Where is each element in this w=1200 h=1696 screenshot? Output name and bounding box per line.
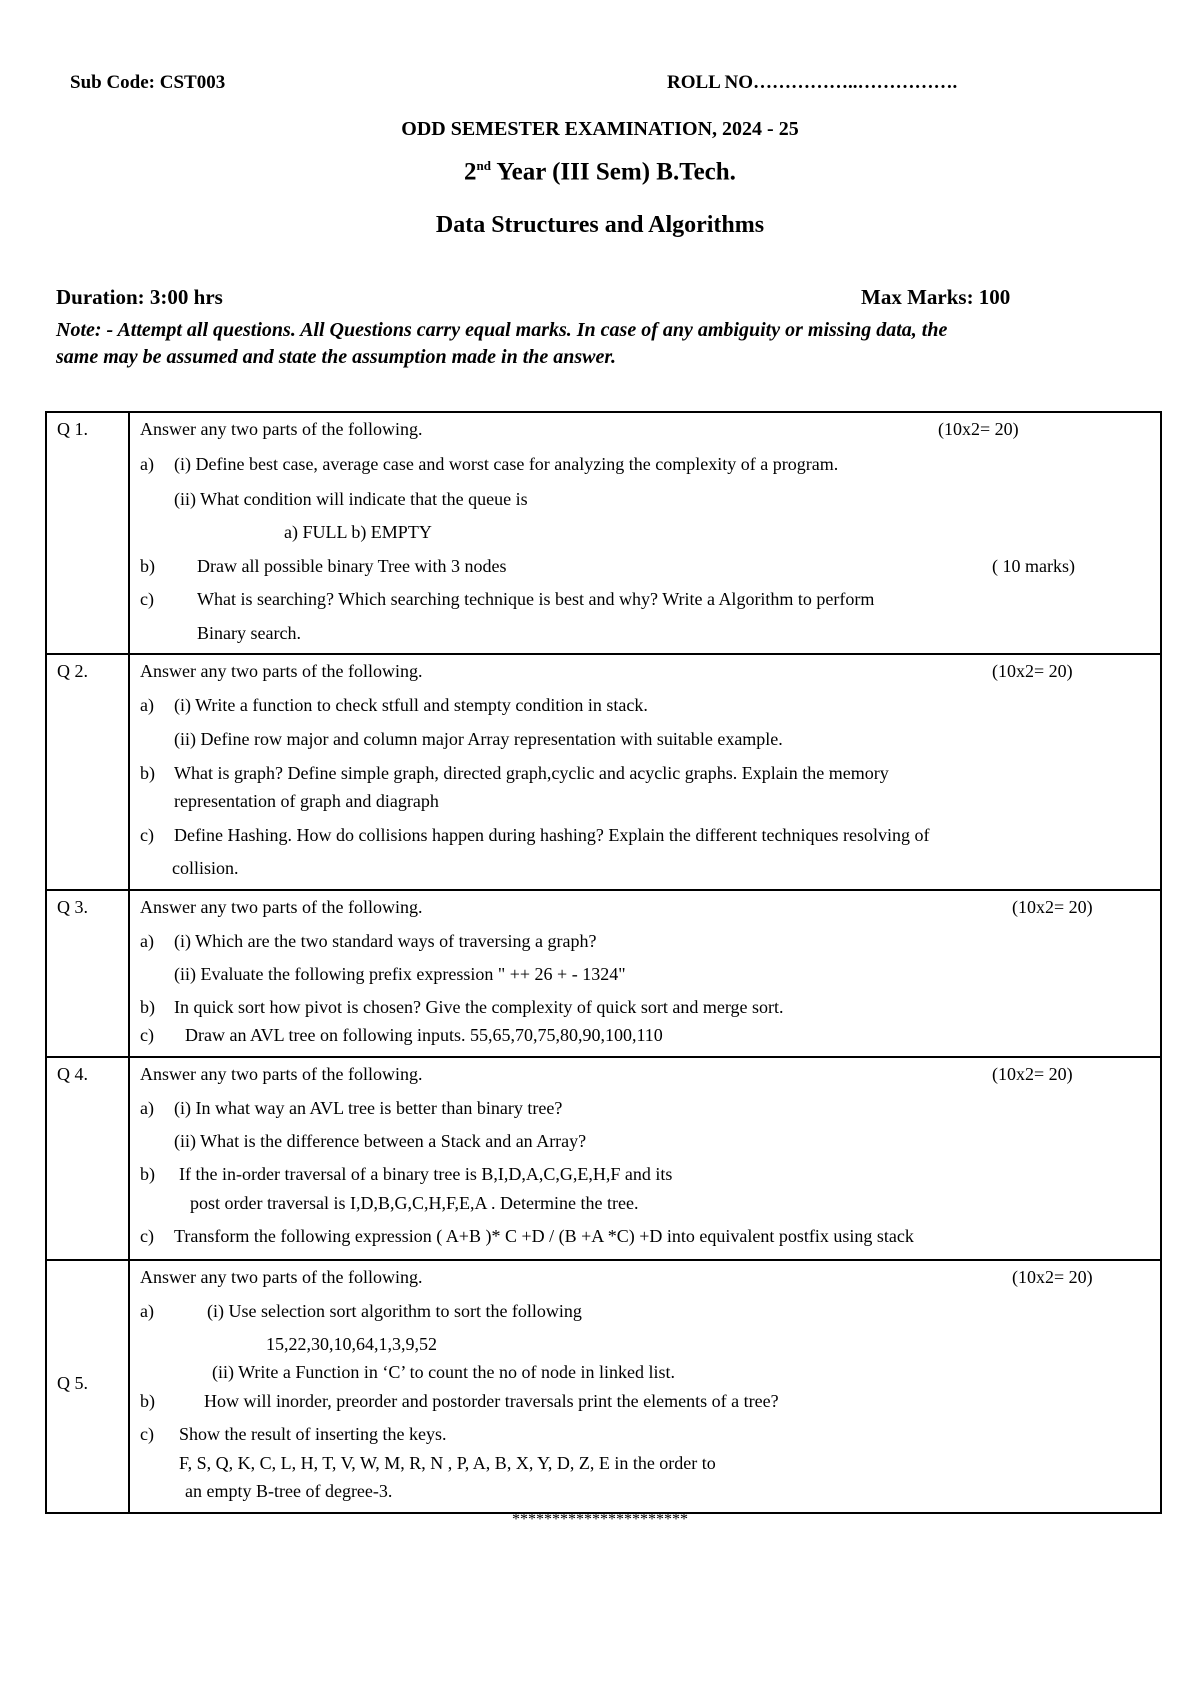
part-label-b: b) [140,763,155,783]
part-a-ii: (ii) What condition will indicate that the queue is [174,489,528,509]
part-label-c: c) [140,589,154,609]
part-label-a: a) [140,1098,154,1118]
part-a-i-numbers: 15,22,30,10,64,1,3,9,52 [266,1334,437,1354]
part-label-a: a) [140,931,154,951]
part-c-line-2: collision. [172,858,239,878]
question-row-5 [47,1261,1160,1512]
question-number: Q 1. [57,419,88,439]
part-c-line-2: F, S, Q, K, C, L, H, T, V, W, M, R, N , P, A, B, X, Y, D, Z, E in the order to [179,1453,716,1473]
subject-title: Data Structures and Algorithms [435,212,765,238]
question-intro: Answer any two parts of the following. [140,661,423,681]
question-row-3 [47,891,1160,1058]
question-marks: (10x2= 20) [992,661,1073,681]
part-b-line-2: representation of graph and diagraph [174,791,439,811]
part-c-line-1: Define Hashing. How do collisions happen during hashing? Explain the different techniques resolving of [174,825,930,845]
part-a-i: (i) Write a function to check stfull and stempty condition in stack. [174,695,648,715]
part-label-a: a) [140,454,154,474]
part-a-ii-options: a) FULL b) EMPTY [284,522,432,542]
part-c-line-1: What is searching? Which searching technique is best and why? Write a Algorithm to perform [197,589,875,609]
question-intro: Answer any two parts of the following. [140,1064,423,1084]
part-b-line-1: If the in-order traversal of a binary tree is B,I,D,A,C,G,E,H,F and its [179,1164,673,1184]
part-b-text: How will inorder, preorder and postorder traversals print the elements of a tree? [204,1391,779,1411]
question-number: Q 5. [57,1373,88,1393]
part-c-line-1: Show the result of inserting the keys. [179,1424,447,1444]
question-intro: Answer any two parts of the following. [140,897,423,917]
note-line-2: same may be assumed and state the assumption made in the answer. [56,346,617,368]
part-label-c: c) [140,1424,154,1444]
part-a-i: (i) Use selection sort algorithm to sort the following [207,1301,582,1321]
question-number: Q 2. [57,661,88,681]
question-intro: Answer any two parts of the following. [140,419,423,439]
part-label-a: a) [140,1301,154,1321]
question-marks: (10x2= 20) [1012,1267,1093,1287]
part-label-c: c) [140,1226,154,1246]
roll-no: ROLL NO……………..……………. [667,72,958,93]
part-b-line-2: post order traversal is I,D,B,G,C,H,F,E,A . Determine the tree. [190,1193,639,1213]
part-a-ii: (ii) What is the difference between a Stack and an Array? [174,1131,587,1151]
part-c-line-2: Binary search. [197,623,301,643]
year-number: 2 [464,158,477,186]
part-a-i: (i) Define best case, average case and worst case for analyzing the complexity of a program. [174,454,839,474]
part-a-ii: (ii) Evaluate the following prefix expression " ++ 26 + - 1324" [174,964,626,984]
part-label-b: b) [140,997,155,1017]
note-line-1: Note: - Attempt all questions. All Questions carry equal marks. In case of any ambiguity or missing data, the [56,319,948,341]
year-line [0,158,1200,186]
part-label-a: a) [140,695,154,715]
part-b-text: Draw all possible binary Tree with 3 nodes [197,556,507,576]
max-marks: Max Marks: 100 [861,285,1011,309]
part-b-text: In quick sort how pivot is chosen? Give the complexity of quick sort and merge sort. [174,997,784,1017]
question-marks: (10x2= 20) [938,419,1019,439]
year-superscript: nd [476,158,492,173]
question-row-4 [47,1058,1160,1261]
part-a-i: (i) In what way an AVL tree is better than binary tree? [174,1098,563,1118]
question-marks: (10x2= 20) [992,1064,1073,1084]
part-b-line-1: What is graph? Define simple graph, directed graph,cyclic and acyclic graphs. Explain the memory [174,763,889,783]
note [56,317,1156,371]
part-a-ii: (ii) Define row major and column major Array representation with suitable example. [174,729,783,749]
part-label-c: c) [140,1025,154,1045]
question-table [45,411,1162,1514]
exam-title: ODD SEMESTER EXAMINATION, 2024 - 25 [401,118,799,140]
part-label-b: b) [140,1391,155,1411]
duration: Duration: 3:00 hrs [56,285,223,309]
year-text: Year (III Sem) B.Tech. [491,158,736,186]
question-number: Q 4. [57,1064,88,1084]
sub-code: Sub Code: CST003 [70,72,226,93]
part-c-line-3: an empty B-tree of degree-3. [185,1481,393,1501]
part-a-ii: (ii) Write a Function in ‘C’ to count the no of node in linked list. [212,1362,676,1382]
question-marks: (10x2= 20) [1012,897,1093,917]
part-c-text: Transform the following expression ( A+B )* C +D / (B +A *C) +D into equivalent postfix using stack [174,1226,914,1246]
question-row-2 [47,655,1160,891]
part-label-c: c) [140,825,154,845]
part-b-marks: ( 10 marks) [992,556,1075,576]
question-row-1 [47,413,1160,655]
end-stars: ********************** [512,1511,688,1528]
question-intro: Answer any two parts of the following. [140,1267,423,1287]
question-number: Q 3. [57,897,88,917]
part-label-b: b) [140,1164,155,1184]
part-a-i: (i) Which are the two standard ways of traversing a graph? [174,931,597,951]
part-c-text: Draw an AVL tree on following inputs. 55,65,70,75,80,90,100,110 [185,1025,663,1045]
part-label-b: b) [140,556,155,576]
